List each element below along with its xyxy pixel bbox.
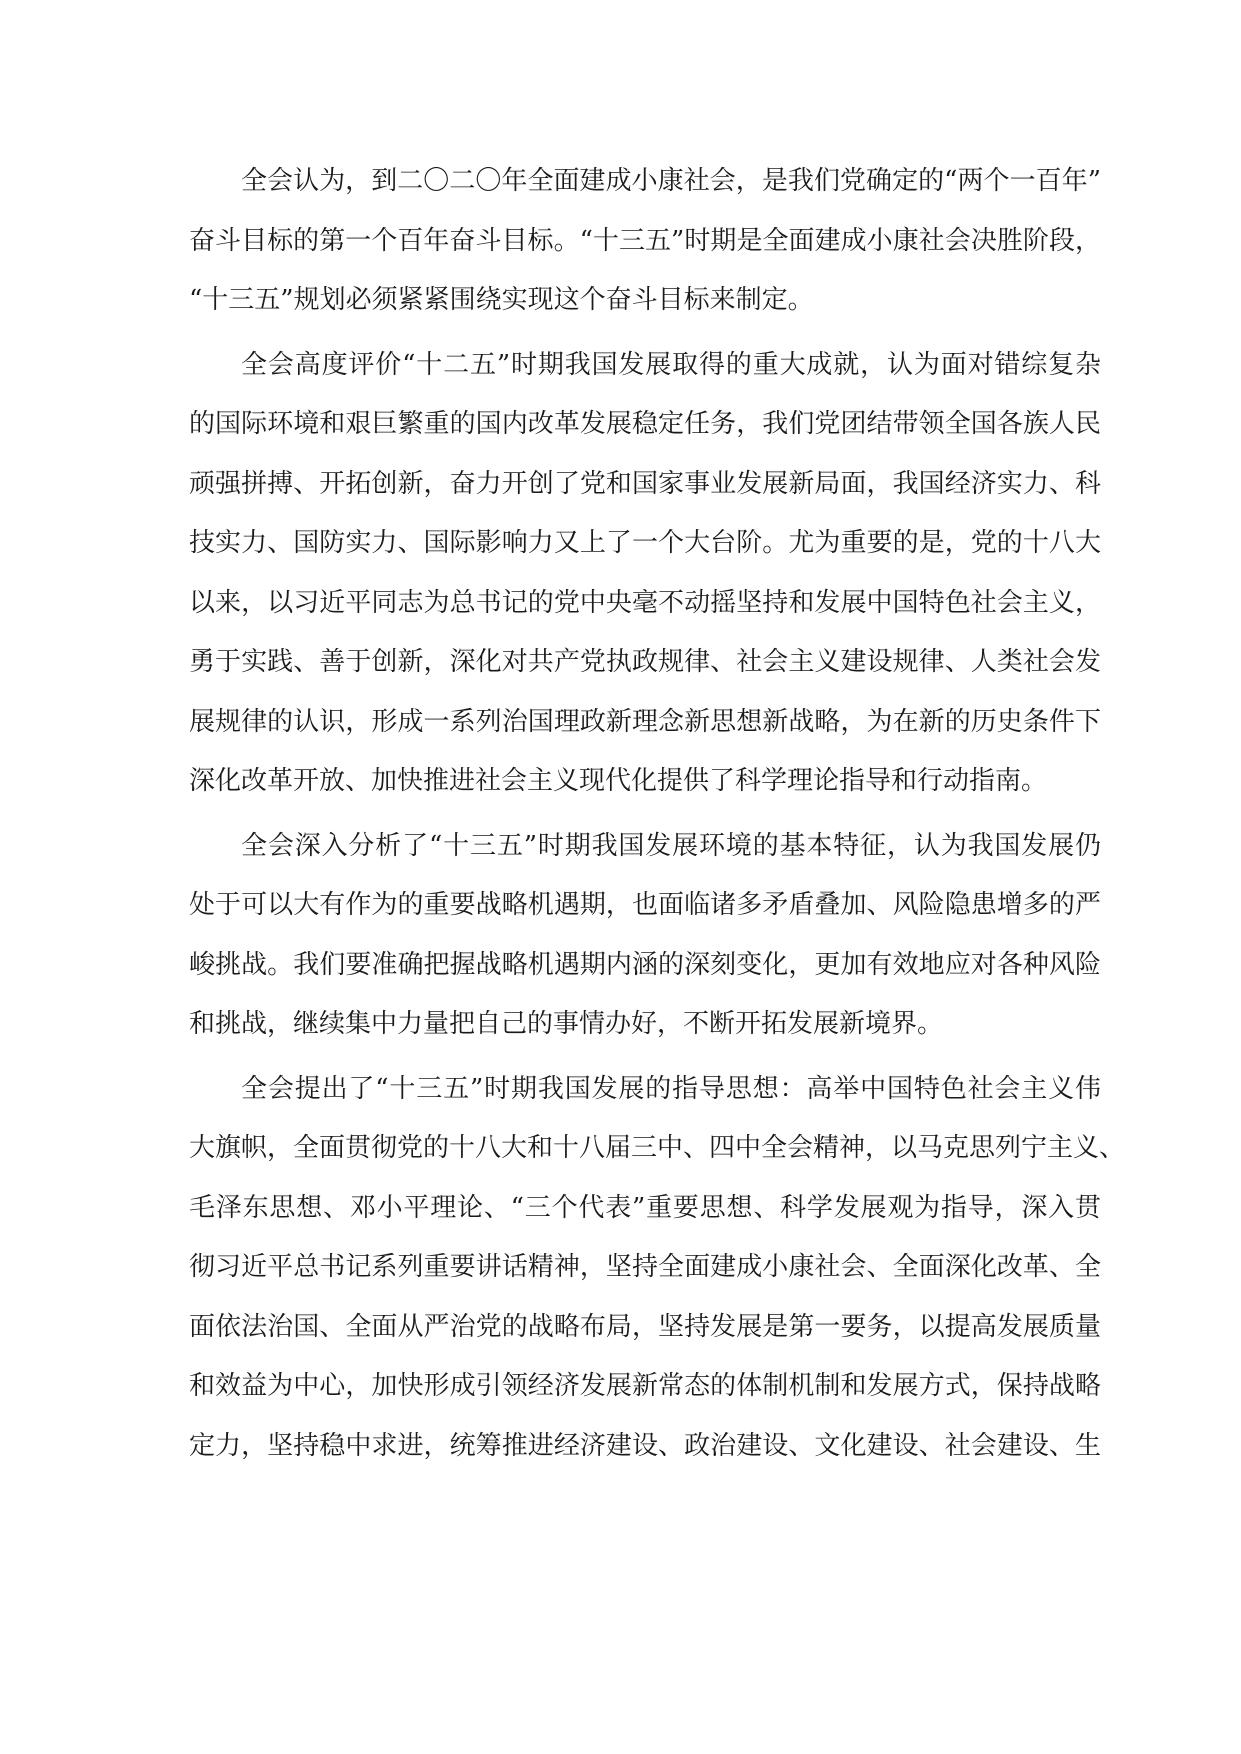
- text-line: 勇于实践、善于创新，深化对共产党执政规律、社会主义建设规律、人类社会发: [189, 647, 1101, 677]
- text-line: 顽强拼搏、开拓创新，奋力开创了党和国家事业发展新局面，我国经济实力、科: [189, 468, 1101, 499]
- text-line: 大旗帜，全面贯彻党的十八大和十八届三中、四中全会精神，以马克思列宁主义、: [189, 1133, 1126, 1163]
- text-line: 以来，以习近平同志为总书记的党中央毫不动摇坚持和发展中国特色社会主义，: [189, 587, 1101, 618]
- text-line: 全会提出了“十三五”时期我国发展的指导思想：高举中国特色社会主义伟: [241, 1073, 1101, 1104]
- document-body: [189, 152, 1126, 1481]
- paragraph-2: [189, 336, 1101, 812]
- text-line: 全会认为，到二〇二〇年全面建成小康社会，是我们党确定的“两个一百年”: [241, 166, 1101, 196]
- text-line: 处于可以大有作为的重要战略机遇期，也面临诸多矛盾叠加、风险隐患增多的严: [189, 890, 1101, 920]
- text-line: 全会高度评价“十二五”时期我国发展取得的重大成就，认为面对错综复杂: [241, 349, 1101, 380]
- text-line: “十三五”规划必须紧紧围绕实现这个奋斗目标来制定。: [189, 285, 814, 315]
- text-line: 和挑战，继续集中力量把自己的事情办好，不断开拓发展新境界。: [189, 1009, 944, 1039]
- paragraph-4: [189, 1060, 1126, 1477]
- text-line: 和效益为中心，加快形成引领经济发展新常态的体制机制和发展方式，保持战略: [189, 1371, 1101, 1401]
- text-line: 全会深入分析了“十三五”时期我国发展环境的基本特征，认为我国发展仍: [241, 830, 1101, 861]
- text-line: 面依法治国、全面从严治党的战略布局，坚持发展是第一要务，以提高发展质量: [189, 1311, 1101, 1342]
- paragraph-1: [189, 152, 1101, 331]
- text-line: 峻挑战。我们要准确把握战略机遇期内涵的深刻变化，更加有效地应对各种风险: [189, 949, 1101, 980]
- text-line: 定力，坚持稳中求进，统筹推进经济建设、政治建设、文化建设、社会建设、生: [189, 1430, 1101, 1461]
- text-line: 奋斗目标的第一个百年奋斗目标。“十三五”时期是全面建成小康社会决胜阶段，: [189, 225, 1101, 256]
- text-line: 的国际环境和艰巨繁重的国内改革发展稳定任务，我们党团结带领全国各族人民: [189, 409, 1101, 439]
- paragraph-3: [189, 817, 1101, 1055]
- text-line: 深化改革开放、加快推进社会主义现代化提供了科学理论指导和行动指南。: [189, 766, 1048, 796]
- text-line: 展规律的认识，形成一系列治国理政新理念新思想新战略，为在新的历史条件下: [189, 706, 1101, 737]
- text-line: 技实力、国防实力、国际影响力又上了一个大台阶。尤为重要的是，党的十八大: [189, 528, 1101, 558]
- text-line: 毛泽东思想、邓小平理论、“三个代表”重要思想、科学发展观为指导，深入贯: [189, 1192, 1101, 1223]
- text-line: 彻习近平总书记系列重要讲话精神，坚持全面建成小康社会、全面深化改革、全: [189, 1252, 1101, 1282]
